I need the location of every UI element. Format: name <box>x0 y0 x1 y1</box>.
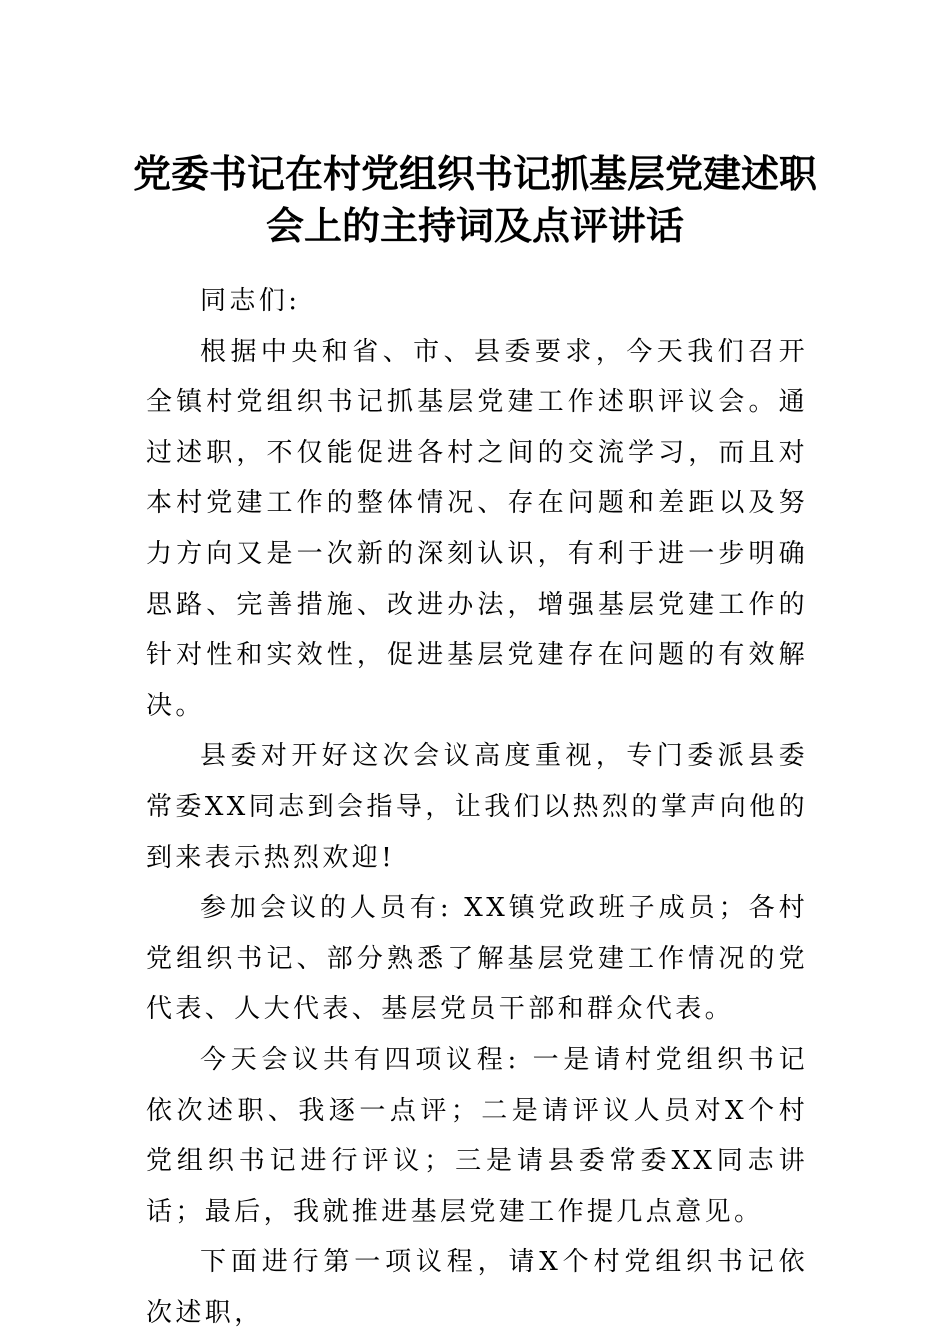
document-body <box>146 276 808 1338</box>
salutation-paragraph: 同志们: <box>200 286 301 316</box>
body-paragraph: 县委对开好这次会议高度重视，专门委派县委常委XX同志到会指导，让我们以热烈的掌声向他的到来表示热烈欢迎! <box>146 741 808 873</box>
document-title <box>120 148 830 252</box>
title-line-1: 党委书记在村党组织书记抓基层党建述职 <box>132 151 817 196</box>
body-paragraph: 今天会议共有四项议程: 一是请村党组织书记依次述职、我逐一点评；二是请评议人员对X个村党组织书记进行评议；三是请县委常委XX同志讲话；最后，我就推进基层党建工作提几点意见。 <box>146 1044 808 1227</box>
body-paragraph: 参加会议的人员有: XX镇党政班子成员；各村党组织书记、部分熟悉了解基层党建工作情况的党代表、人大代表、基层党员干部和群众代表。 <box>146 893 808 1025</box>
body-paragraph: 根据中央和省、市、县委要求，今天我们召开全镇村党组织书记抓基层党建工作述职评议会。通过述职，不仅能促进各村之间的交流学习，而且对本村党建工作的整体情况、存在问题和差距以及努力方向又是一次新的深刻认识，有利于进一步明确思路、完善措施、改进办法，增强基层党建工作的针对性和实效性，促进基层党建存在问题的有效解决。 <box>146 336 808 721</box>
title-line-2: 会上的主持词及点评讲话 <box>265 203 684 248</box>
body-paragraph: 下面进行第一项议程，请X个村党组织书记依次述职， <box>146 1247 808 1328</box>
